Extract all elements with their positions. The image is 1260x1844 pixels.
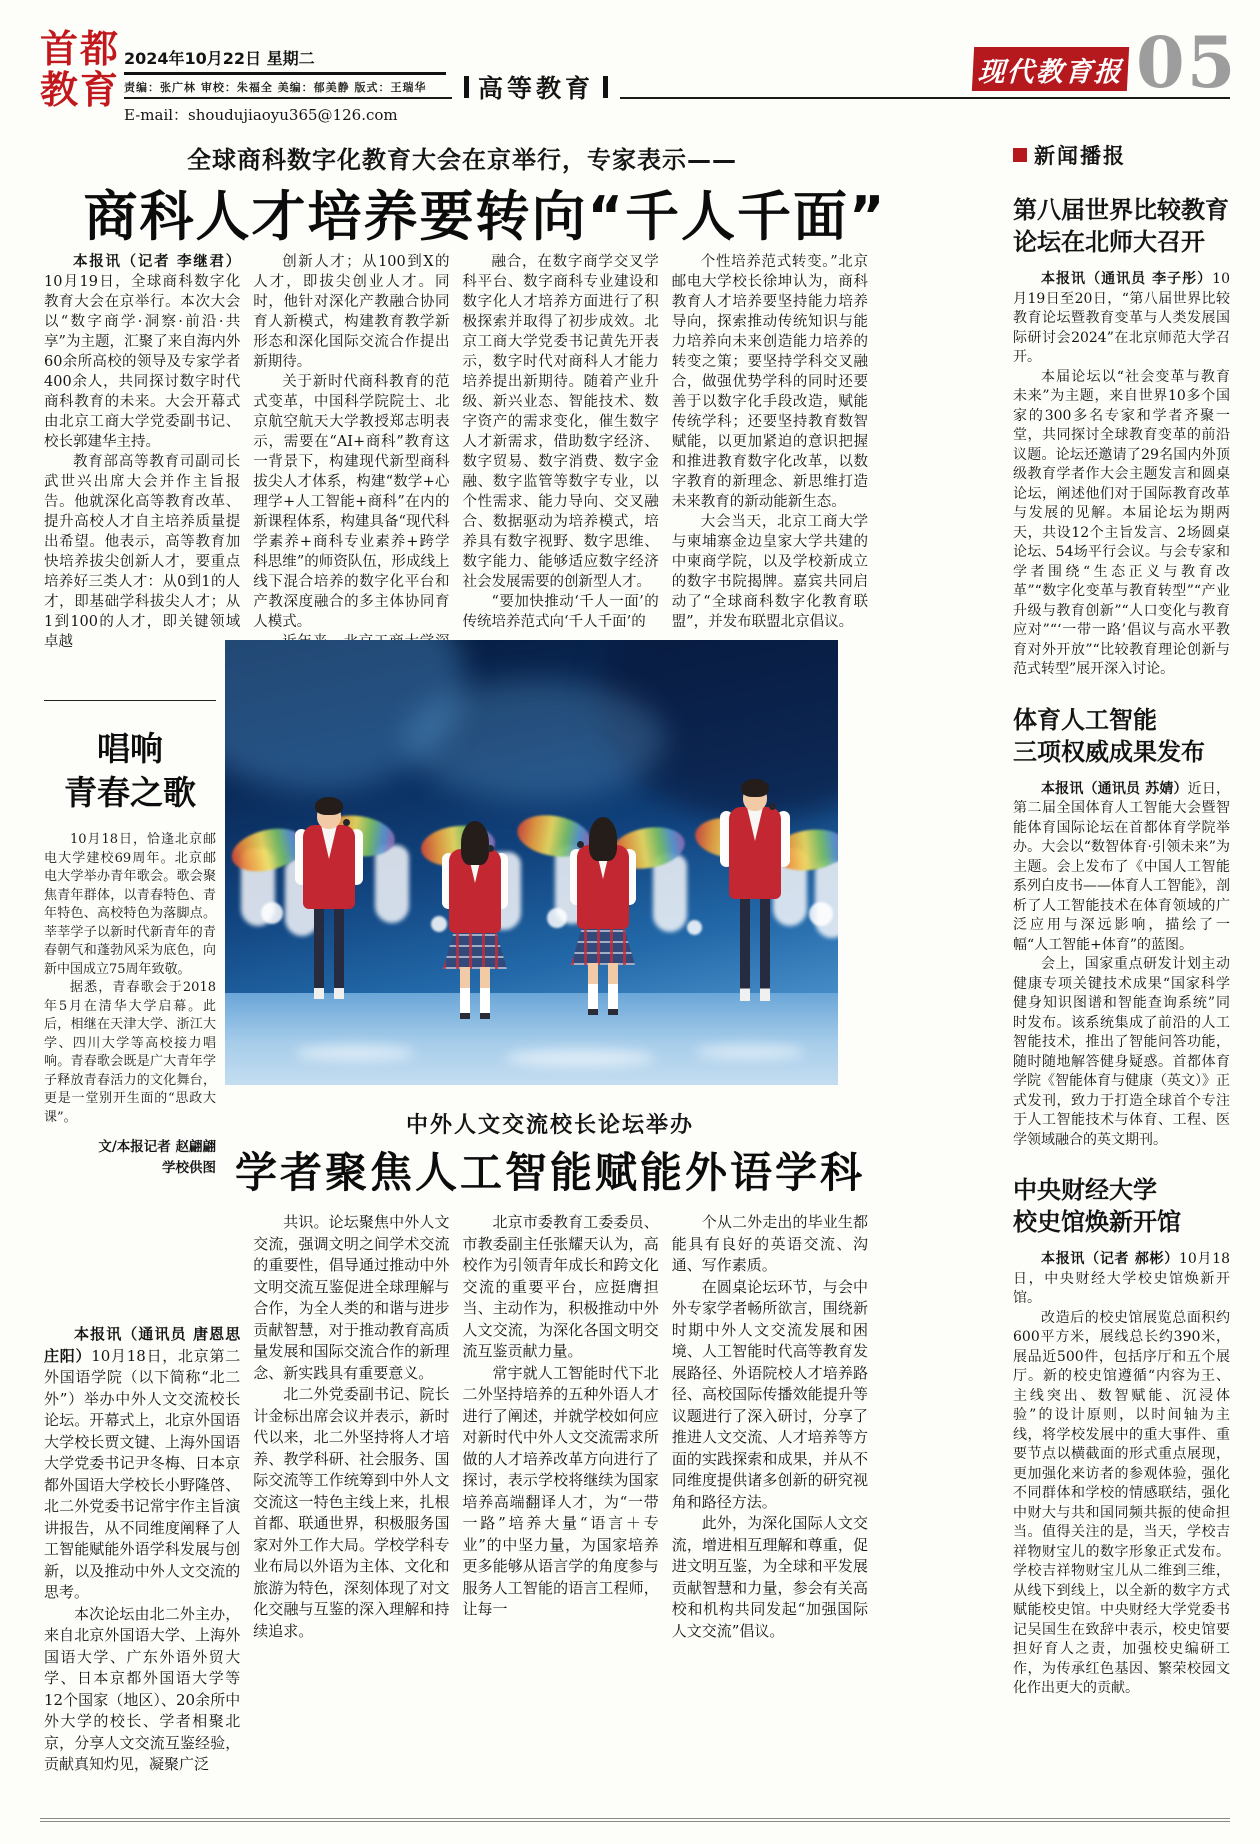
- header-rule: [124, 97, 1230, 99]
- para-text: 融合，在数字商学交叉学科平台、数字商科专业建设和数字化人才培养方面进行了积极探索并取得了初步成效。北京工商大学党委书记黄先开表示，数字时代对商科人才能力培养提出新期待。随着产业升级、新兴业态、智能技术、数字资产的需求变化，催生数字人才新需求，借助数字经济、数字贸易、数字消费、数字金融、数字监管等数字专业，以个性需求、能力导向、交叉融合、数据驱动为培养模式，培养具有数字视野、数字思维、数字能力、能够适应数字经济社会发展需要的创新型人才。: [462, 254, 659, 590]
- paragraph: [672, 1212, 868, 1277]
- section-logo-line2: 教育: [40, 67, 121, 112]
- sidebar-section-header: [1013, 140, 1230, 170]
- para-text: 10月18日，中央财经大学校史馆焕新开馆。: [1013, 1251, 1230, 1306]
- song-title-line2: 青春之歌: [64, 773, 196, 812]
- paragraph: [44, 252, 240, 452]
- title-line: 中央财经大学: [1013, 1176, 1157, 1204]
- paragraph: [1013, 780, 1230, 956]
- microphone-icon: [769, 803, 776, 810]
- white-balloon: [547, 908, 567, 928]
- red-square-icon: [1013, 148, 1027, 162]
- plaid-skirt: [443, 929, 507, 969]
- singer-socks: [460, 967, 490, 1019]
- label-bar-icon: [603, 76, 608, 98]
- issue-date: 2024年10月22日 星期二: [124, 49, 315, 68]
- newspaper-masthead: 现代教育报: [972, 47, 1129, 91]
- singer-hair: [741, 779, 769, 797]
- lead-article-headline: 商科人才培养要转向“千人千面”: [83, 185, 887, 248]
- para-text: 个从二外走出的毕业生都能具有良好的英语交流、沟通、写作素质。: [671, 1213, 868, 1274]
- byline-lead: 本报讯（通讯员 苏婧）: [1041, 780, 1188, 797]
- song-article-body: [44, 831, 216, 1127]
- paragraph: [1013, 1250, 1230, 1309]
- label-bar-icon: [464, 76, 469, 98]
- dancer-figure: [815, 860, 838, 938]
- white-balloon: [687, 920, 702, 935]
- paragraph: [44, 452, 240, 652]
- white-balloon: [261, 902, 283, 924]
- sidebar-article-body: [1013, 780, 1230, 1151]
- section-label-text: 高等教育: [478, 74, 595, 103]
- singer-trousers: [740, 897, 770, 1001]
- paragraph: [253, 1212, 449, 1384]
- plaid-skirt: [571, 925, 635, 965]
- sidebar-article-2: [1013, 704, 1230, 1151]
- para-text: 近日，第二届全国体育人工智能大会暨智能体育国际论坛在首都体育学院举办。大会以“数智体育·引领未来”为主题。会上发布了《中国人工智能系列白皮书——体育人工智能》，剖析了人工智能技术在体育领域的广泛应用与深远影响，描绘了一幅“人工智能+体育”的蓝图。: [1013, 780, 1230, 953]
- forum-article-headline: 学者聚焦人工智能赋能外语学科: [234, 1148, 865, 1197]
- singer-red-vest: [303, 825, 355, 909]
- lead-column-2: [253, 252, 449, 692]
- para-text: 此外，为深化国际人文交流，增进相互理解和尊重，促进文明互鉴，为全球和平发展贡献智慧和力量，参会有关高校和机构共同发起“加强国际人文交流”倡议。: [671, 1514, 868, 1640]
- stage-photo: [225, 640, 838, 1085]
- paragraph: [672, 512, 868, 632]
- sidebar-article-1: [1013, 194, 1230, 680]
- floor-reflection: [505, 1049, 655, 1067]
- title-line: 三项权威成果发布: [1013, 737, 1205, 766]
- paragraph: [44, 1324, 240, 1604]
- singer-red-vest: [729, 807, 781, 899]
- paragraph: [1013, 1309, 1230, 1699]
- para-text: 本次论坛由北二外主办，来自北京外国语大学、上海外国语大学、广东外语外贸大学、日本京都外国语大学等12个国家（地区）、20余所中外大学的校长、学者相聚北京，分享人文交流互鉴经验，贡献真知灼见，凝聚广泛: [44, 1604, 241, 1773]
- paragraph: [44, 831, 216, 979]
- forum-column-3: [463, 1212, 659, 1776]
- singer-socks: [588, 963, 618, 1015]
- lead-article-body: [44, 252, 868, 692]
- forum-column-2: [253, 1212, 449, 1776]
- para-text: 本届论坛以“社会变革与教育未来”为主题，来自世界10多个国家的300多名专家和学者齐聚一堂，共同探讨全球教育变革的前沿议题。论坛还邀请了29名国内外顶级教育学者作大会主题发言和圆桌论坛，阐述他们对于国际教育改革与发展的见解。本届论坛为期两天，共设12个主旨发言、2场圆桌论坛、54场平行会议。与会专家和学者围绕“生态正义与教育改革”“数字化变革与教育转型”“产业升级与教育创新”“人口变化与教育应对”“‘一带一路’倡议与高水平教育对外开放”“比较教育理论创新与范式转型”展开深入讨论。: [1013, 368, 1230, 677]
- title-line: 体育人工智能: [1013, 705, 1157, 734]
- header-thick-rule: [124, 72, 446, 75]
- song-article-byline: [44, 1137, 216, 1179]
- paragraph: [672, 252, 868, 512]
- dancer-figure: [375, 845, 409, 923]
- para-text: 10月19日至20日，“第八届世界比较教育论坛暨教育变革与人类发展国际研讨会2024”在北京师范大学召开。: [1013, 271, 1230, 365]
- lead-column-3: [463, 252, 659, 692]
- paragraph: [463, 252, 659, 592]
- sidebar-article-title: [1013, 704, 1230, 768]
- para-text: 创新人才；从100到X的人才，即拔尖创业人才。同时，他针对深化产教融合协同育人新模式，构建教育教学新形态和深化国际交流合作提出新期待。: [253, 254, 450, 370]
- lead-column-4: [672, 252, 868, 692]
- paragraph: [253, 1384, 449, 1642]
- singer-hair: [461, 821, 489, 865]
- news-sidebar: [1013, 140, 1230, 1699]
- song-article: [44, 700, 216, 1179]
- singer-figure: [289, 797, 369, 1027]
- paragraph: [1013, 270, 1230, 368]
- floor-reflection: [295, 1045, 415, 1061]
- microphone-icon: [487, 845, 494, 852]
- photo-credit: 学校供图: [162, 1160, 216, 1176]
- section-label: [452, 70, 620, 104]
- byline-lead: 本报讯（通讯员 李子彤）: [1041, 271, 1213, 287]
- title-line: 第八届世界比较教育: [1013, 196, 1229, 224]
- paragraph: [44, 979, 216, 1127]
- reporter-byline: 文/本报记者 赵翩翩: [98, 1139, 216, 1155]
- para-text: 共识。论坛聚焦中外人文交流，强调文明之间学术交流的重要性，倡导通过推动中外文明交流互鉴促进全球理解与合作，为全人类的和谐与进步贡献智慧，对于推动教育高质量发展和国际交流合作的新理念、新实践具有重要意义。: [253, 1213, 450, 1382]
- stage-light: [405, 680, 665, 800]
- para-text: 据悉，青春歌会于2018年5月在清华大学启幕。此后，相继在天津大学、浙江大学、四川大学等高校接力唱响。青春歌会既是广大青年学子释放青春活力的文化舞台，更是一堂别开生面的“思政大课”。: [44, 980, 216, 1125]
- forum-article-kicker: 中外人文交流校长论坛举办: [405, 1113, 694, 1138]
- forum-column-4: [672, 1212, 868, 1776]
- staff-credits: 责编：张广林 审校：朱福全 美编：郁美静 版式：王瑞华: [124, 81, 427, 94]
- sidebar-article-body: [1013, 1250, 1230, 1699]
- microphone-icon: [577, 841, 584, 848]
- section-logo-line1: 首都: [40, 26, 121, 71]
- singer-figure: [713, 779, 797, 1027]
- para-text: 改造后的校史馆展览总面积约600平方米，展线总长约390米，展品近500件，包括序厅和五个展厅。新的校史馆遵循“内容为王、主线突出、数智赋能、沉浸体验”的设计原则，以时间轴为主线，将学校发展中的重大事件、重要节点以横截面的形式重点展现，更加强化来访者的参观体验，强化不同群体和学校的情感联结，强化中财大与共和国同频共振的使命担当。值得关注的是，当天，学校吉祥物财宝儿的数字形象正式发布。学校吉祥物财宝儿从二维到三维，从线下到线上，以全新的数字方式赋能校史馆。中央财经大学党委书记吴国生在致辞中表示，校史馆要担好育人之责，加强校史编研工作，为传承红色基因、繁荣校园文化作出更大的贡献。: [1013, 1309, 1230, 1696]
- byline-lead: 本报讯（通讯员 唐恩思 庄阳）: [44, 1325, 241, 1365]
- lead-article-kicker: 全球商科数字化教育大会在京举行，专家表示——: [187, 146, 737, 174]
- sidebar-article-title: [1013, 1174, 1230, 1238]
- singer-trousers: [314, 907, 344, 999]
- para-text: 10月18日，恰逢北京邮电大学建校69周年。北京邮电大学举办青年歌会。歌会聚焦青年群体，以青春特色、青年特色、高校特色为落脚点。莘莘学子以新时代新青年的青春朝气和蓬勃风采为底色，向新中国成立75周年致敬。: [44, 832, 216, 977]
- singer-hair: [589, 817, 617, 861]
- paragraph: [1013, 368, 1230, 680]
- para-text: 教育部高等教育司副司长武世兴出席大会并作主旨报告。他就深化高等教育改革、提升高校人才自主培养质量提出希望。他表示，高等教育加快培养拔尖创新人才，要重点培养好三类人才：从0到1的人才，即基础学科拔尖人才；从1到100的人才，即关键领域卓越: [44, 454, 241, 650]
- forum-article-body: [44, 1212, 868, 1776]
- microphone-icon: [343, 819, 350, 826]
- paragraph: [253, 252, 449, 372]
- para-text: 北二外党委副书记、院长计金标出席会议并表示，新时代以来，北二外坚持将人才培养、教学科研、社会服务、国际交流等工作统筹到中外人文交流这一特色主线上来，扎根首都、联通世界，积极服务国家对外工作大局。学校学科专业布局以外语为主体、文化和旅游为特色，深刻体现了对文化交融与互鉴的深入理解和持续追求。: [253, 1385, 450, 1640]
- sidebar-article-title: [1013, 194, 1230, 258]
- paragraph: [463, 592, 659, 632]
- song-title-line1: 唱响: [97, 729, 163, 768]
- para-text: 10月18日，北京第二外国语学院（以下简称“北二外”）举办中外人文交流校长论坛。开幕式上，北京外国语大学校长贾文键、上海外国语大学党委书记尹冬梅、日本京都外国语大学校长小野隆啓、北二外党委书记常宇作主旨演讲报告，从不同维度阐释了人工智能赋能外语学科发展与创新，以及推动中外人文交流的思考。: [44, 1346, 241, 1601]
- title-line: 校史馆焕新开馆: [1013, 1208, 1181, 1236]
- para-text: 大会当天，北京工商大学与柬埔寨金边皇家大学共建的中柬商学院，以及学校新成立的数字书院揭牌。嘉宾共同启动了“全球商科数字化教育联盟”，并发布联盟北京倡议。: [671, 514, 868, 630]
- para-text: 常宇就人工智能时代下北二外坚持培养的五种外语人才进行了阐述，并就学校如何应对新时代中外人文交流需求所做的人才培养改革方向进行了探讨，表示学校将继续为国家培养高端翻译人才，为“一带一路”培养大量“语言＋专业”的中坚力量，为国家培养更多能够从语言学的角度参与服务人工智能的语言工程师，让每一: [462, 1363, 659, 1618]
- paragraph: [463, 1212, 659, 1363]
- para-text: 在圆桌论坛环节，与会中外专家学者畅所欲言，围绕新时期中外人文交流发展和困境、人工智能时代高等教育发展路径、外语院校人才培养路径、高校国际传播效能提升等议题进行了深入研讨，分享了推进人文交流、人才培养等方面的实践探索和成果，并从不同维度提供诸多创新的研究视角和路径方法。: [671, 1277, 868, 1511]
- section-logo: [40, 28, 124, 110]
- para-text: “要加快推动‘千人一面’的传统培养范式向‘千人千面’的: [462, 594, 659, 630]
- sidebar-section-title: 新闻播报: [1034, 144, 1126, 168]
- lead-column-1: [44, 252, 240, 692]
- paragraph: [672, 1277, 868, 1514]
- para-text: 会上，国家重点研发计划主动健康专项关键技术成果“国家科学健身知识图谱和智能查询系统”同时发布。该系统集成了前沿的人工智能技术，推出了智能问答功能，随时随地解答健身疑惑。首都体育学院《智能体育与健康（英文）》正式发刊，致力于打造全球首个专注于人工智能技术与体育、工程、医学领域融合的英文期刊。: [1013, 956, 1230, 1148]
- singer-figure: [565, 817, 641, 1031]
- page-number: 05: [1136, 21, 1238, 104]
- para-text: 北京市委教育工委委员、市教委副主任张耀天认为，高校作为引领青年成长和跨文化交流的重要平台，应挺膺担当、主动作为，积极推动中外人文交流，为深化各国文明交流互鉴贡献力量。: [462, 1213, 659, 1360]
- paragraph: [672, 1513, 868, 1642]
- byline-lead: 本报讯（记者 李继君）: [73, 253, 241, 270]
- sidebar-article-body: [1013, 270, 1230, 680]
- paragraph: [463, 1363, 659, 1621]
- paragraph: [1013, 955, 1230, 1150]
- para-text: 个性培养范式转变。”北京邮电大学校长徐坤认为，商科教育人才培养要坚持能力培养导向，探索推动传统知识与能力培养向未来创造能力培养的转变之策；要坚持学科交叉融合，做强优势学科的同时还要善于以数字化手段改造，赋能传统学科；还要坚持教育数智赋能，以更加紧迫的意识把握和推进教育数字化改革，以数字教育的新理念、新思维打造未来教育的新动能新生态。: [671, 254, 868, 510]
- floor-reflection: [695, 1045, 805, 1059]
- white-balloon: [809, 902, 833, 926]
- para-text: 10月19日，全球商科数字化教育大会在京举行。本次大会以“数字商学·洞察·前沿·共享”为主题，汇聚了来自海内外60余所高校的领导及专家学者400余人，共同探讨数字时代商科教育的未来。大会开幕式由北京工商大学党委副书记、校长郭建华主持。: [44, 274, 241, 450]
- singer-hair: [315, 797, 343, 815]
- sidebar-article-3: [1013, 1174, 1230, 1699]
- forum-column-1: [44, 1212, 240, 1776]
- byline-lead: 本报讯（记者 郝彬）: [1041, 1251, 1179, 1267]
- paragraph: [253, 372, 449, 632]
- title-line: 论坛在北师大召开: [1013, 228, 1205, 256]
- paragraph: [44, 1604, 240, 1776]
- contact-email: E-mail：shoudujiaoyu365@126.com: [124, 106, 398, 124]
- footer-rule: [40, 1818, 1230, 1822]
- singer-figure: [437, 821, 513, 1031]
- para-text: 关于新时代商科教育的范式变革，中国科学院院士、北京航空航天大学教授郑志明表示，需要在“AI+商科”教育这一背景下，构建现代新型商科拔尖人才体系，构建“数学+心理学+人工智能+商科”在内的新课程体系，构建具备“现代科学素养+商科专业素养+跨学科思维”的师资队伍，形成线上线下混合培养的数字化平台和产教深度融合的多主体协同育人模式。: [253, 374, 450, 630]
- song-article-title: [44, 727, 216, 815]
